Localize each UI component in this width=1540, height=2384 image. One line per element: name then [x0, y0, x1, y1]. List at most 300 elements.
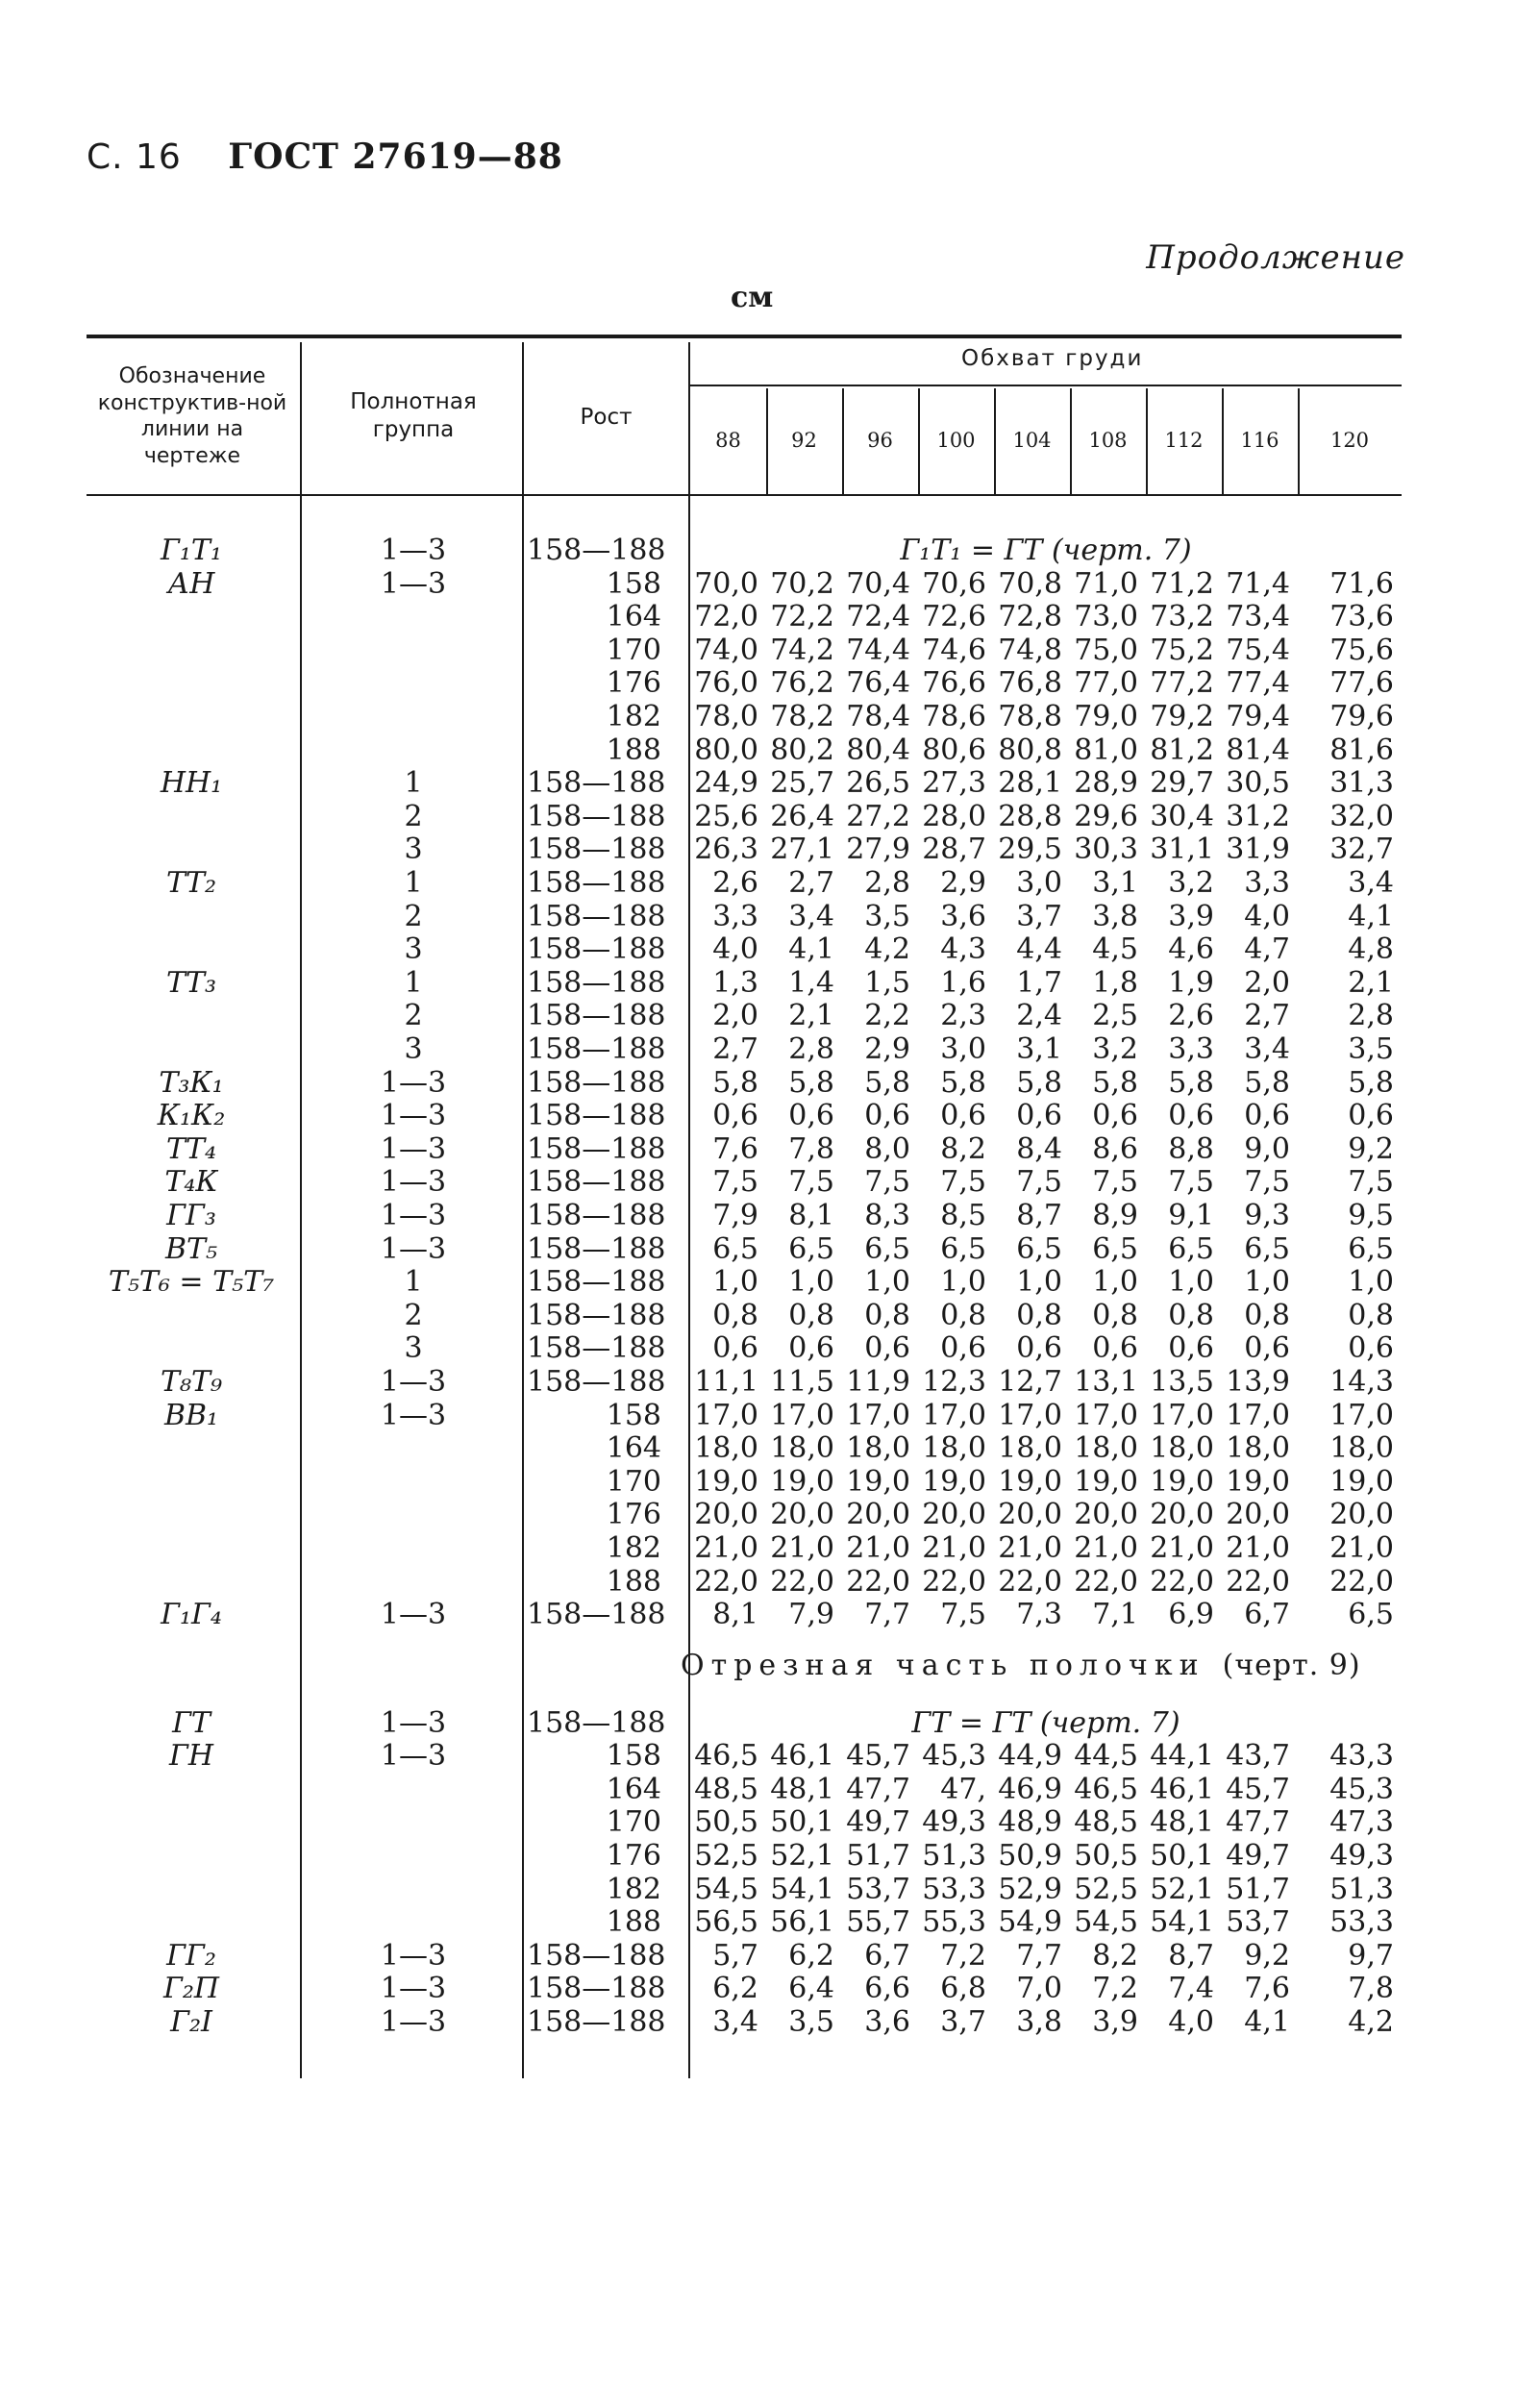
table-cell: 7,0: [1016, 1972, 1062, 2006]
table-cell: 80,8: [998, 733, 1062, 767]
table-cell: 31,1: [1150, 832, 1214, 867]
table-cell: 26,5: [846, 766, 910, 801]
table-cell: 3,6: [864, 2005, 910, 2040]
table-cell: 27,1: [770, 832, 834, 867]
height-value: 158—188: [527, 1065, 666, 1100]
table-cell: 19,0: [846, 1464, 910, 1499]
table-cell: 1,4: [788, 965, 834, 1000]
table-cell: 80,2: [770, 733, 834, 767]
table-cell: 21,0: [1150, 1531, 1214, 1565]
table-cell: 6,5: [940, 1231, 986, 1266]
density-group: 1—3: [380, 534, 447, 567]
table-cell: 21,0: [694, 1531, 758, 1565]
table-cell: 26,4: [770, 799, 834, 833]
density-group: 1—3: [380, 1972, 447, 2006]
table-cell: 51,7: [846, 1839, 910, 1874]
table-cell: 27,2: [846, 799, 910, 833]
table-cell: 48,5: [694, 1772, 758, 1806]
table-cell: 1,0: [1244, 1265, 1290, 1300]
table-cell: 0,6: [1348, 1099, 1394, 1133]
table-cell: 7,9: [712, 1199, 758, 1232]
table-cell: 50,5: [1074, 1839, 1138, 1874]
table-cell: 72,4: [846, 600, 910, 634]
table-cell: 28,0: [922, 799, 986, 833]
table-cell: 0,6: [1348, 1331, 1394, 1366]
table-cell: 9,0: [1244, 1131, 1290, 1166]
table-cell: 17,0: [846, 1398, 910, 1432]
height-value: 158: [606, 1398, 661, 1432]
height-value: 158—188: [527, 1938, 666, 1973]
table-cell: 1,8: [1092, 965, 1138, 1000]
table-cell: 7,5: [1016, 1165, 1062, 1200]
table-cell: 12,7: [998, 1365, 1062, 1399]
table-cell: 4,4: [1016, 932, 1062, 967]
section-title-text: Отрезная часть полочки: [681, 1649, 1205, 1683]
table-cell: 22,0: [694, 1564, 758, 1599]
density-group: 1—3: [380, 1131, 447, 1166]
table-cell: 74,4: [846, 633, 910, 667]
table-cell: 2,0: [1244, 965, 1290, 1000]
table-cell: 7,6: [1244, 1972, 1290, 2006]
density-group: 1—3: [380, 2005, 447, 2040]
table-cell: 2,7: [788, 866, 834, 900]
table-cell: 28,1: [998, 766, 1062, 801]
table-cell: 21,0: [770, 1531, 834, 1565]
height-value: 158—188: [527, 1199, 666, 1232]
table-cell: 0,8: [940, 1298, 986, 1332]
height-value: 164: [606, 1772, 661, 1806]
table-cell: 18,0: [1150, 1431, 1214, 1466]
page-number: С. 16: [87, 137, 182, 177]
table-cell: 1,7: [1016, 965, 1062, 1000]
table-cell: 22,0: [998, 1564, 1062, 1599]
height-value: 158—188: [527, 965, 666, 1000]
table-cell: 3,0: [1016, 866, 1062, 900]
table-cell: 7,2: [940, 1938, 986, 1973]
table-cell: 29,7: [1150, 766, 1214, 801]
table-cell: 1,0: [1016, 1265, 1062, 1300]
table-cell: 54,9: [998, 1905, 1062, 1940]
formula-span: ГТ = ГТ (черт. 7): [911, 1705, 1180, 1740]
table-cell: 80,0: [694, 733, 758, 767]
table-cell: 48,5: [1074, 1805, 1138, 1840]
table-cell: 7,5: [1244, 1165, 1290, 1200]
table-cell: 18,0: [1226, 1431, 1290, 1466]
col-header-designation: Обозначение конструктив-ной линии на чертеже: [97, 364, 287, 468]
table-cell: 7,6: [712, 1131, 758, 1166]
table-cell: 0,6: [1168, 1331, 1214, 1366]
line-designation: ГТ: [172, 1705, 211, 1740]
table-cell: 52,5: [1074, 1872, 1138, 1906]
height-value: 170: [606, 1805, 661, 1840]
table-cell: 4,8: [1348, 932, 1394, 967]
table-cell: 28,9: [1074, 766, 1138, 801]
table-cell: 6,5: [1348, 1598, 1394, 1632]
table-cell: 20,0: [922, 1498, 986, 1532]
table-cell: 18,0: [998, 1431, 1062, 1466]
table-cell: 4,0: [1168, 2005, 1214, 2040]
table-cell: 8,6: [1092, 1131, 1138, 1166]
table-cell: 48,1: [770, 1772, 834, 1806]
height-value: 158—188: [527, 1099, 666, 1133]
table-cell: 44,9: [998, 1739, 1062, 1774]
density-group: 1—3: [380, 1165, 447, 1200]
table-cell: 3,2: [1092, 1032, 1138, 1066]
continuation-label: Продолжение: [1146, 238, 1405, 277]
table-cell: 8,2: [940, 1131, 986, 1166]
table-cell: 3,4: [1244, 1032, 1290, 1066]
table-cell: 26,3: [694, 832, 758, 867]
chest-value-header: 100: [936, 429, 976, 452]
table-cell: 21,0: [1226, 1531, 1290, 1565]
table-cell: 46,1: [770, 1739, 834, 1774]
table-cell: 47,7: [846, 1772, 910, 1806]
chest-column-divider: [842, 388, 844, 494]
table-cell: 4,7: [1244, 932, 1290, 967]
chest-value-header: 88: [715, 429, 741, 452]
table-cell: 54,5: [1074, 1905, 1138, 1940]
line-designation: АН: [167, 566, 215, 601]
table-cell: 1,0: [1092, 1265, 1138, 1300]
table-cell: 7,5: [1348, 1165, 1394, 1200]
table-cell: 19,0: [998, 1464, 1062, 1499]
table-cell: 22,0: [846, 1564, 910, 1599]
line-designation: ТТ₄: [165, 1131, 217, 1166]
table-cell: 7,5: [712, 1165, 758, 1200]
table-cell: 53,3: [922, 1872, 986, 1906]
table-cell: 18,0: [770, 1431, 834, 1466]
table-cell: 7,5: [1092, 1165, 1138, 1200]
table-cell: 73,6: [1329, 600, 1394, 634]
chest-column-divider: [918, 388, 920, 494]
height-value: 158—188: [527, 1265, 666, 1300]
table-cell: 48,9: [998, 1805, 1062, 1840]
table-cell: 46,9: [998, 1772, 1062, 1806]
table-cell: 3,4: [788, 899, 834, 933]
table-cell: 12,3: [922, 1365, 986, 1399]
table-cell: 18,0: [1074, 1431, 1138, 1466]
table-cell: 2,6: [1168, 999, 1214, 1033]
table-cell: 1,3: [712, 965, 758, 1000]
density-group: 1—3: [380, 1739, 447, 1774]
table-cell: 0,8: [1092, 1298, 1138, 1332]
height-value: 158—188: [527, 766, 666, 801]
height-value: 158—188: [527, 1598, 666, 1632]
table-cell: 8,1: [712, 1598, 758, 1632]
table-cell: 7,5: [788, 1165, 834, 1200]
table-cell: 81,4: [1226, 733, 1290, 767]
table-cell: 3,5: [1348, 1032, 1394, 1066]
table-cell: 3,3: [712, 899, 758, 933]
standard-id: ГОСТ 27619—88: [228, 137, 563, 177]
table-cell: 49,3: [922, 1805, 986, 1840]
table-cell: 5,8: [1244, 1065, 1290, 1100]
table-cell: 21,0: [1329, 1531, 1394, 1565]
col-header-group: Полнотная группа: [350, 389, 477, 442]
table-cell: 3,4: [712, 2005, 758, 2040]
table-cell: 21,0: [846, 1531, 910, 1565]
line-designation: ГН: [168, 1739, 214, 1774]
table-cell: 0,6: [712, 1099, 758, 1133]
table-cell: 72,6: [922, 600, 986, 634]
table-cell: 8,1: [788, 1199, 834, 1232]
height-value: 164: [606, 600, 661, 634]
table-cell: 9,1: [1168, 1199, 1214, 1232]
density-group: 1—3: [380, 1705, 447, 1740]
table-cell: 5,8: [940, 1065, 986, 1100]
line-designation: Т₈Т₉: [160, 1365, 223, 1399]
height-value: 158—188: [527, 1032, 666, 1066]
chest-subheader-rule: [688, 385, 1402, 386]
table-cell: 4,3: [940, 932, 986, 967]
height-value: 170: [606, 1464, 661, 1499]
table-cell: 17,0: [694, 1398, 758, 1432]
line-designation: ГГ₃: [166, 1199, 216, 1232]
table-cell: 0,6: [940, 1331, 986, 1366]
table-cell: 6,7: [864, 1938, 910, 1973]
table-cell: 20,0: [1074, 1498, 1138, 1532]
table-cell: 0,6: [788, 1331, 834, 1366]
line-designation: ВТ₅: [164, 1231, 218, 1266]
table-cell: 4,5: [1092, 932, 1138, 967]
chest-column-divider: [766, 388, 768, 494]
table-cell: 49,7: [1226, 1839, 1290, 1874]
table-cell: 51,3: [922, 1839, 986, 1874]
table-cell: 17,0: [770, 1398, 834, 1432]
density-group: 2: [404, 1298, 423, 1332]
table-cell: 24,9: [694, 766, 758, 801]
table-cell: 7,5: [1168, 1165, 1214, 1200]
table-cell: 1,0: [1168, 1265, 1214, 1300]
table-cell: 18,0: [922, 1431, 986, 1466]
chest-column-divider: [1070, 388, 1072, 494]
table-cell: 49,3: [1329, 1839, 1394, 1874]
chest-value-header: 120: [1329, 429, 1370, 452]
table-cell: 5,8: [864, 1065, 910, 1100]
table-cell: 52,1: [770, 1839, 834, 1874]
table-cell: 76,4: [846, 666, 910, 701]
table-cell: 70,8: [998, 566, 1062, 601]
table-cell: 20,0: [846, 1498, 910, 1532]
table-cell: 1,0: [864, 1265, 910, 1300]
density-group: 1: [404, 1265, 423, 1300]
density-group: 1—3: [380, 1598, 447, 1632]
table-cell: 72,8: [998, 600, 1062, 634]
table-cell: 45,7: [1226, 1772, 1290, 1806]
table-cell: 7,8: [1348, 1972, 1394, 2006]
table-cell: 17,0: [1226, 1398, 1290, 1432]
chest-value-header: 116: [1240, 429, 1279, 452]
table-cell: 8,3: [864, 1199, 910, 1232]
density-group: 3: [404, 1032, 423, 1066]
table-cell: 81,0: [1074, 733, 1138, 767]
chest-value-header: 112: [1164, 429, 1204, 452]
height-value: 158—188: [527, 932, 666, 967]
table-cell: 73,4: [1226, 600, 1290, 634]
table-cell: 3,7: [1016, 899, 1062, 933]
table-cell: 6,9: [1168, 1598, 1214, 1632]
table-cell: 20,0: [998, 1498, 1062, 1532]
table-cell: 3,7: [940, 2005, 986, 2040]
height-value: 158—188: [527, 1365, 666, 1399]
table-cell: 8,8: [1168, 1131, 1214, 1166]
table-cell: 22,0: [1226, 1564, 1290, 1599]
table-cell: 78,4: [846, 700, 910, 733]
table-cell: 2,7: [712, 1032, 758, 1066]
table-cell: 1,9: [1168, 965, 1214, 1000]
table-cell: 6,5: [712, 1231, 758, 1266]
table-cell: 3,3: [1168, 1032, 1214, 1066]
table-cell: 32,0: [1329, 799, 1394, 833]
table-cell: 7,1: [1092, 1598, 1138, 1632]
table-cell: 0,6: [788, 1099, 834, 1133]
table-cell: 49,7: [846, 1805, 910, 1840]
height-value: 158—188: [527, 534, 666, 567]
line-designation: Т₅Т₆ = Т₅Т₇: [108, 1265, 275, 1300]
table-cell: 70,2: [770, 566, 834, 601]
table-cell: 9,7: [1348, 1938, 1394, 1973]
table-cell: 70,0: [694, 566, 758, 601]
table-cell: 31,3: [1329, 766, 1394, 801]
table-cell: 2,1: [788, 999, 834, 1033]
table-cell: 8,2: [1092, 1938, 1138, 1973]
table-cell: 56,1: [770, 1905, 834, 1940]
table-cell: 71,2: [1150, 566, 1214, 601]
table-cell: 3,1: [1016, 1032, 1062, 1066]
height-value: 158—188: [527, 1131, 666, 1166]
table-cell: 29,6: [1074, 799, 1138, 833]
table-cell: 48,1: [1150, 1805, 1214, 1840]
table-cell: 17,0: [1329, 1398, 1394, 1432]
table-cell: 71,0: [1074, 566, 1138, 601]
table-cell: 71,4: [1226, 566, 1290, 601]
chest-column-divider: [1298, 388, 1300, 494]
table-cell: 17,0: [1074, 1398, 1138, 1432]
table-cell: 20,0: [770, 1498, 834, 1532]
table-cell: 22,0: [770, 1564, 834, 1599]
height-value: 188: [606, 1564, 661, 1599]
table-cell: 4,0: [1244, 899, 1290, 933]
table-cell: 3,3: [1244, 866, 1290, 900]
chest-value-header: 104: [1012, 429, 1052, 452]
height-value: 158—188: [527, 1705, 666, 1740]
table-cell: 22,0: [1329, 1564, 1394, 1599]
table-cell: 50,1: [1150, 1839, 1214, 1874]
height-value: 176: [606, 1498, 661, 1532]
table-cell: 75,2: [1150, 633, 1214, 667]
density-group: 3: [404, 932, 423, 967]
table-cell: 6,5: [864, 1231, 910, 1266]
table-cell: 30,3: [1074, 832, 1138, 867]
table-cell: 80,6: [922, 733, 986, 767]
table-cell: 43,3: [1329, 1739, 1394, 1774]
table-cell: 8,5: [940, 1199, 986, 1232]
table-cell: 3,5: [788, 2005, 834, 2040]
table-cell: 1,0: [788, 1265, 834, 1300]
line-designation: Г₁Г₄: [161, 1598, 222, 1632]
table-cell: 75,0: [1074, 633, 1138, 667]
table-cell: 0,6: [1016, 1331, 1062, 1366]
table-cell: 2,8: [788, 1032, 834, 1066]
table-cell: 19,0: [694, 1464, 758, 1499]
line-designation: Г₂П: [162, 1972, 220, 2006]
section-title-ref: (черт. 9): [1222, 1649, 1361, 1683]
table-cell: 3,1: [1092, 866, 1138, 900]
table-cell: 77,6: [1329, 666, 1394, 701]
table-cell: 30,4: [1150, 799, 1214, 833]
table-cell: 71,6: [1329, 566, 1394, 601]
table-cell: 18,0: [1329, 1431, 1394, 1466]
line-designation: НН₁: [160, 766, 223, 801]
density-group: 1—3: [380, 1365, 447, 1399]
table-cell: 55,7: [846, 1905, 910, 1940]
height-value: 158—188: [527, 1231, 666, 1266]
table-cell: 31,2: [1226, 799, 1290, 833]
table-cell: 53,7: [1226, 1905, 1290, 1940]
height-value: 176: [606, 1839, 661, 1874]
table-cell: 0,8: [864, 1298, 910, 1332]
table-cell: 5,7: [712, 1938, 758, 1973]
line-designation: ТТ₃: [165, 965, 217, 1000]
table-cell: 32,7: [1329, 832, 1394, 867]
unit-label: см: [731, 281, 774, 314]
table-cell: 20,0: [1329, 1498, 1394, 1532]
height-value: 158—188: [527, 1298, 666, 1332]
density-group: 2: [404, 899, 423, 933]
table-cell: 45,3: [1329, 1772, 1394, 1806]
table-cell: 45,7: [846, 1739, 910, 1774]
density-group: 3: [404, 1331, 423, 1366]
main-column-divider: [300, 342, 302, 2078]
table-cell: 7,2: [1092, 1972, 1138, 2006]
table-cell: 2,6: [712, 866, 758, 900]
table-cell: 50,9: [998, 1839, 1062, 1874]
table-cell: 75,6: [1329, 633, 1394, 667]
table-cell: 13,9: [1226, 1365, 1290, 1399]
table-cell: 4,2: [864, 932, 910, 967]
table-cell: 3,6: [940, 899, 986, 933]
table-cell: 20,0: [694, 1498, 758, 1532]
formula-span: Г₁Т₁ = ГТ (черт. 7): [900, 534, 1192, 567]
table-cell: 27,3: [922, 766, 986, 801]
table-cell: 6,7: [1244, 1598, 1290, 1632]
table-cell: 27,9: [846, 832, 910, 867]
table-cell: 4,1: [788, 932, 834, 967]
table-cell: 70,6: [922, 566, 986, 601]
chest-column-divider: [1222, 388, 1224, 494]
table-cell: 3,0: [940, 1032, 986, 1066]
table-cell: 5,8: [712, 1065, 758, 1100]
density-group: 1: [404, 766, 423, 801]
table-cell: 0,6: [1244, 1099, 1290, 1133]
line-designation: К₁К₂: [157, 1099, 226, 1133]
table-cell: 52,9: [998, 1872, 1062, 1906]
table-cell: 14,3: [1329, 1365, 1394, 1399]
table-cell: 6,5: [1168, 1231, 1214, 1266]
table-cell: 1,0: [1348, 1265, 1394, 1300]
height-value: 176: [606, 666, 661, 701]
height-value: 182: [606, 1531, 661, 1565]
chest-value-header: 96: [867, 429, 893, 452]
table-cell: 5,8: [1092, 1065, 1138, 1100]
table-cell: 78,6: [922, 700, 986, 733]
table-cell: 54,1: [770, 1872, 834, 1906]
density-group: 1: [404, 965, 423, 1000]
table-cell: 29,5: [998, 832, 1062, 867]
table-cell: 50,1: [770, 1805, 834, 1840]
table-cell: 28,7: [922, 832, 986, 867]
height-value: 158—188: [527, 899, 666, 933]
